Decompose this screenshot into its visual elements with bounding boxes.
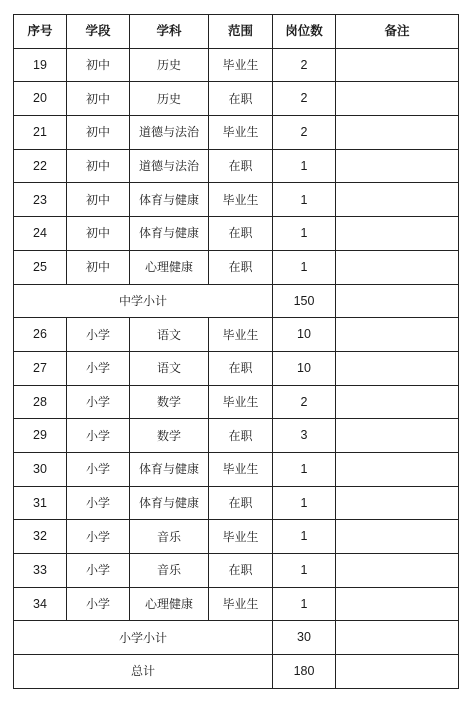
- row-scope: 在职: [209, 554, 273, 588]
- row-no: 29: [14, 419, 67, 453]
- table-row: [14, 250, 459, 284]
- header-remark: 备注: [336, 15, 459, 49]
- subtotal-count: 150: [273, 284, 336, 318]
- row-count: 2: [273, 385, 336, 419]
- row-stage: 小学: [67, 452, 130, 486]
- row-scope: 毕业生: [209, 587, 273, 621]
- total-count: 180: [273, 655, 336, 689]
- row-count: 1: [273, 520, 336, 554]
- row-remark: [336, 452, 459, 486]
- row-subject: 音乐: [130, 554, 209, 588]
- row-subject: 体育与健康: [130, 183, 209, 217]
- row-stage: 初中: [67, 48, 130, 82]
- table-row: [14, 149, 459, 183]
- row-stage: 小学: [67, 486, 130, 520]
- row-no: 22: [14, 149, 67, 183]
- row-stage: 小学: [67, 554, 130, 588]
- subtotal-count: 30: [273, 621, 336, 655]
- row-scope: 毕业生: [209, 183, 273, 217]
- row-no: 31: [14, 486, 67, 520]
- row-subject: 数学: [130, 385, 209, 419]
- row-stage: 初中: [67, 149, 130, 183]
- row-subject: 历史: [130, 48, 209, 82]
- row-remark: [336, 587, 459, 621]
- row-scope: 毕业生: [209, 116, 273, 150]
- row-count: 1: [273, 587, 336, 621]
- header-stage: 学段: [67, 15, 130, 49]
- row-stage: 初中: [67, 183, 130, 217]
- row-no: 25: [14, 250, 67, 284]
- row-count: 3: [273, 419, 336, 453]
- row-no: 23: [14, 183, 67, 217]
- row-subject: 音乐: [130, 520, 209, 554]
- row-stage: 初中: [67, 116, 130, 150]
- table-row: [14, 486, 459, 520]
- row-no: 33: [14, 554, 67, 588]
- row-remark: [336, 351, 459, 385]
- total-remark: [336, 655, 459, 689]
- row-no: 34: [14, 587, 67, 621]
- row-count: 1: [273, 250, 336, 284]
- row-scope: 在职: [209, 250, 273, 284]
- row-count: 10: [273, 351, 336, 385]
- row-scope: 在职: [209, 419, 273, 453]
- row-remark: [336, 486, 459, 520]
- header-subject: 学科: [130, 15, 209, 49]
- row-count: 2: [273, 116, 336, 150]
- subtotal-row-primary: [14, 621, 459, 655]
- row-remark: [336, 116, 459, 150]
- row-stage: 小学: [67, 587, 130, 621]
- row-remark: [336, 149, 459, 183]
- row-scope: 毕业生: [209, 452, 273, 486]
- row-scope: 毕业生: [209, 385, 273, 419]
- row-scope: 在职: [209, 486, 273, 520]
- row-subject: 体育与健康: [130, 217, 209, 251]
- row-count: 1: [273, 149, 336, 183]
- row-scope: 在职: [209, 351, 273, 385]
- row-no: 20: [14, 82, 67, 116]
- row-remark: [336, 318, 459, 352]
- table-row: [14, 520, 459, 554]
- row-no: 26: [14, 318, 67, 352]
- row-no: 32: [14, 520, 67, 554]
- row-no: 27: [14, 351, 67, 385]
- row-no: 28: [14, 385, 67, 419]
- row-stage: 初中: [67, 82, 130, 116]
- quota-table: [13, 14, 459, 689]
- subtotal-label: 中学小计: [14, 284, 273, 318]
- subtotal-label: 小学小计: [14, 621, 273, 655]
- row-no: 24: [14, 217, 67, 251]
- row-count: 1: [273, 486, 336, 520]
- row-count: 1: [273, 217, 336, 251]
- table-row: [14, 587, 459, 621]
- row-subject: 道德与法治: [130, 116, 209, 150]
- subtotal-row-middle: [14, 284, 459, 318]
- row-remark: [336, 250, 459, 284]
- table-row: [14, 217, 459, 251]
- row-subject: 道德与法治: [130, 149, 209, 183]
- row-no: 30: [14, 452, 67, 486]
- row-scope: 毕业生: [209, 48, 273, 82]
- row-count: 2: [273, 48, 336, 82]
- row-remark: [336, 419, 459, 453]
- table-row: [14, 385, 459, 419]
- table-row: [14, 82, 459, 116]
- total-row: [14, 655, 459, 689]
- row-scope: 毕业生: [209, 318, 273, 352]
- row-no: 19: [14, 48, 67, 82]
- table-row: [14, 351, 459, 385]
- row-subject: 心理健康: [130, 250, 209, 284]
- row-scope: 在职: [209, 149, 273, 183]
- row-subject: 历史: [130, 82, 209, 116]
- row-stage: 小学: [67, 318, 130, 352]
- row-subject: 心理健康: [130, 587, 209, 621]
- row-remark: [336, 520, 459, 554]
- row-stage: 初中: [67, 217, 130, 251]
- row-count: 1: [273, 554, 336, 588]
- subtotal-remark: [336, 621, 459, 655]
- row-subject: 数学: [130, 419, 209, 453]
- row-count: 1: [273, 452, 336, 486]
- row-stage: 小学: [67, 385, 130, 419]
- table-row: [14, 554, 459, 588]
- header-count: 岗位数: [273, 15, 336, 49]
- row-count: 1: [273, 183, 336, 217]
- row-stage: 小学: [67, 351, 130, 385]
- table-row: [14, 318, 459, 352]
- row-scope: 在职: [209, 82, 273, 116]
- table-row: [14, 452, 459, 486]
- row-scope: 在职: [209, 217, 273, 251]
- row-subject: 体育与健康: [130, 486, 209, 520]
- row-remark: [336, 385, 459, 419]
- row-stage: 小学: [67, 419, 130, 453]
- row-remark: [336, 82, 459, 116]
- row-remark: [336, 554, 459, 588]
- row-scope: 毕业生: [209, 520, 273, 554]
- header-row: [14, 15, 459, 49]
- header-scope: 范围: [209, 15, 273, 49]
- row-subject: 语文: [130, 318, 209, 352]
- row-count: 2: [273, 82, 336, 116]
- subtotal-remark: [336, 284, 459, 318]
- header-no: 序号: [14, 15, 67, 49]
- row-stage: 小学: [67, 520, 130, 554]
- table-row: [14, 183, 459, 217]
- row-count: 10: [273, 318, 336, 352]
- row-remark: [336, 183, 459, 217]
- row-remark: [336, 48, 459, 82]
- row-no: 21: [14, 116, 67, 150]
- row-stage: 初中: [67, 250, 130, 284]
- row-subject: 语文: [130, 351, 209, 385]
- total-label: 总计: [14, 655, 273, 689]
- row-subject: 体育与健康: [130, 452, 209, 486]
- row-remark: [336, 217, 459, 251]
- table-row: [14, 116, 459, 150]
- table-row: [14, 48, 459, 82]
- table-row: [14, 419, 459, 453]
